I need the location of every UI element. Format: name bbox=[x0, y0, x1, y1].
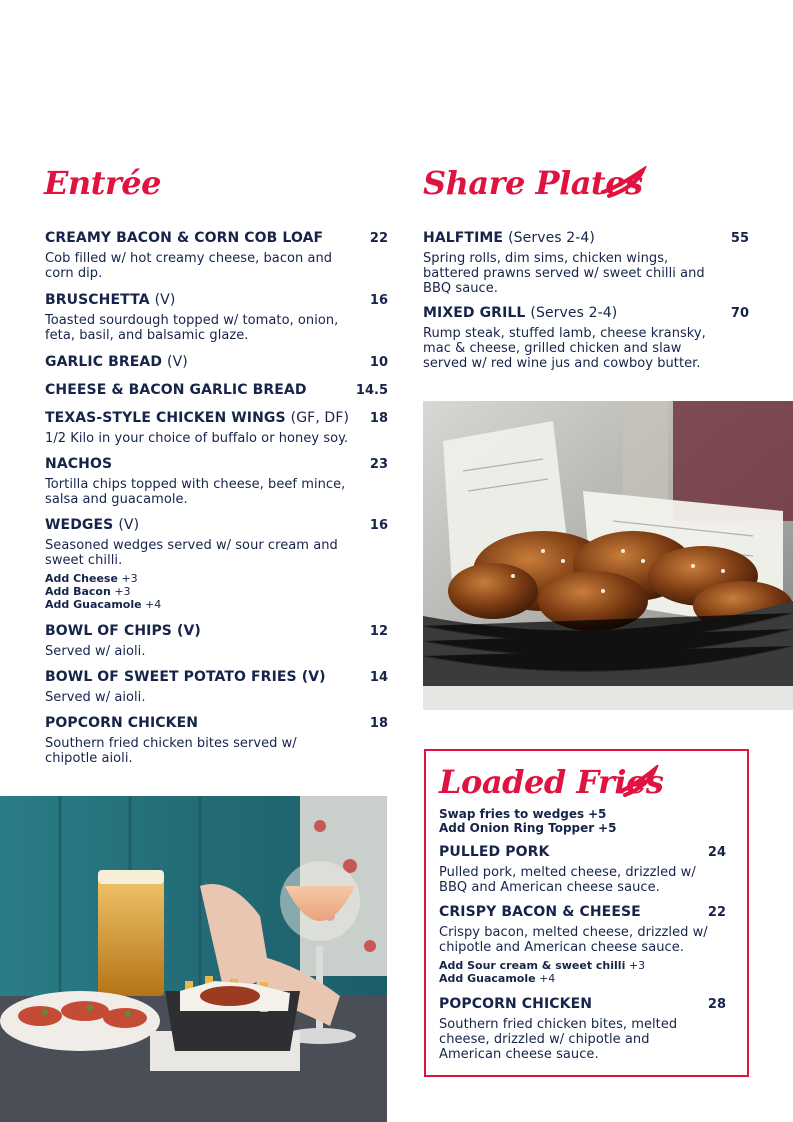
item-name: PULLED PORK bbox=[439, 844, 550, 860]
item-price: 70 bbox=[730, 306, 749, 321]
item-price: 10 bbox=[369, 355, 388, 370]
item-name: CREAMY BACON & CORN COB LOAF bbox=[45, 230, 324, 246]
menu-item bbox=[45, 623, 388, 659]
item-price: 22 bbox=[369, 231, 388, 246]
item-tag: (V) bbox=[167, 354, 188, 370]
item-description: Seasoned wedges served w/ sour cream and sweet chilli. bbox=[45, 538, 338, 568]
menu-item bbox=[439, 996, 726, 1062]
menu-item bbox=[45, 669, 388, 705]
addon-item: Add Guacamole +4 bbox=[45, 598, 162, 611]
item-price: 18 bbox=[369, 411, 388, 426]
swash-icon bbox=[619, 765, 659, 797]
item-price: 14.5 bbox=[355, 383, 388, 398]
share-plates-heading: Share Plates bbox=[423, 164, 643, 202]
item-tag: (Serves 2-4) bbox=[508, 230, 595, 246]
menu-item bbox=[45, 456, 388, 507]
item-price: 22 bbox=[707, 905, 726, 920]
addon-item: Add Bacon +3 bbox=[45, 585, 131, 598]
item-description: Southern fried chicken bites, melted cheese, drizzled w/ chipotle and American cheese sauce. bbox=[439, 1017, 678, 1062]
menu-item bbox=[45, 382, 388, 399]
addon-list bbox=[45, 572, 388, 611]
menu-item bbox=[439, 904, 726, 985]
item-name: TEXAS-STYLE CHICKEN WINGS bbox=[45, 410, 286, 426]
item-name: CHEESE & BACON GARLIC BREAD bbox=[45, 382, 307, 398]
item-price: 23 bbox=[369, 457, 388, 472]
dining-illustration bbox=[0, 796, 387, 1122]
entree-heading: Entrée bbox=[44, 164, 162, 202]
item-price: 28 bbox=[707, 997, 726, 1012]
item-name: POPCORN CHICKEN bbox=[439, 996, 593, 1012]
item-name: NACHOS bbox=[45, 456, 113, 472]
item-name: BOWL OF CHIPS (V) bbox=[45, 623, 201, 639]
menu-item bbox=[423, 230, 749, 296]
item-tag: (Serves 2-4) bbox=[530, 305, 618, 321]
item-description: Tortilla chips topped with cheese, beef mince, salsa and guacamole. bbox=[45, 477, 346, 507]
menu-item bbox=[45, 410, 388, 446]
addon-item: Add Cheese +3 bbox=[45, 572, 138, 585]
item-price: 55 bbox=[730, 231, 749, 246]
item-price: 18 bbox=[369, 716, 388, 731]
item-description: Pulled pork, melted cheese, drizzled w/ BBQ and American cheese sauce. bbox=[439, 865, 696, 895]
item-name: POPCORN CHICKEN bbox=[45, 715, 199, 731]
menu-item bbox=[439, 844, 726, 895]
menu-item bbox=[45, 517, 388, 611]
item-description: Crispy bacon, melted cheese, drizzled w/ chipotle and American cheese sauce. bbox=[439, 925, 708, 955]
item-description: Rump steak, stuffed lamb, cheese kransky, mac & cheese, grilled chicken and slaw served w/ red wine jus and cowboy butter. bbox=[423, 326, 706, 371]
loaded-fries-heading: Loaded Fries bbox=[439, 763, 664, 801]
item-description: 1/2 Kilo in your choice of buffalo or honey soy. bbox=[45, 431, 349, 446]
item-description: Cob filled w/ hot creamy cheese, bacon and corn dip. bbox=[45, 251, 333, 281]
modifier-item: Swap fries to wedges +5 bbox=[439, 807, 607, 821]
item-tag: (V) bbox=[118, 517, 140, 533]
item-price: 24 bbox=[707, 845, 726, 860]
item-description: Toasted sourdough topped w/ tomato, onion, feta, basil, and balsamic glaze. bbox=[45, 313, 339, 343]
item-name: MIXED GRILL bbox=[423, 305, 526, 321]
menu-item bbox=[45, 292, 388, 343]
swash-icon bbox=[601, 166, 647, 198]
item-price: 16 bbox=[369, 293, 388, 308]
item-price: 16 bbox=[369, 518, 388, 533]
item-tag: (GF, DF) bbox=[290, 410, 350, 426]
menu-item bbox=[45, 230, 388, 281]
item-price: 12 bbox=[369, 624, 388, 639]
menu-item bbox=[45, 715, 388, 766]
modifier-item: Add Onion Ring Topper +5 bbox=[439, 821, 617, 835]
item-name: HALFTIME bbox=[423, 230, 504, 246]
menu-item bbox=[45, 354, 388, 371]
item-name: BOWL OF SWEET POTATO FRIES (V) bbox=[45, 669, 326, 685]
item-name: BRUSCHETTA bbox=[45, 292, 150, 308]
addon-item: Add Guacamole +4 bbox=[439, 972, 556, 985]
chicken-wings-illustration bbox=[423, 401, 793, 710]
addon-item: Add Sour cream & sweet chilli +3 bbox=[439, 959, 646, 972]
item-name: CRISPY BACON & CHEESE bbox=[439, 904, 641, 920]
item-description: Served w/ aioli. bbox=[45, 690, 146, 705]
item-price: 14 bbox=[369, 670, 388, 685]
item-description: Southern fried chicken bites served w/ chipotle aioli. bbox=[45, 736, 297, 766]
item-tag: (V) bbox=[154, 292, 176, 308]
item-name: WEDGES bbox=[45, 517, 114, 533]
chicken-wings-photo bbox=[423, 401, 793, 710]
item-name: GARLIC BREAD bbox=[45, 354, 163, 370]
item-description: Spring rolls, dim sims, chicken wings, battered prawns served w/ sweet chilli and BBQ sauce. bbox=[423, 251, 705, 296]
item-description: Served w/ aioli. bbox=[45, 644, 146, 659]
addon-list bbox=[439, 959, 726, 985]
menu-item bbox=[423, 305, 749, 371]
dining-photo bbox=[0, 796, 387, 1122]
